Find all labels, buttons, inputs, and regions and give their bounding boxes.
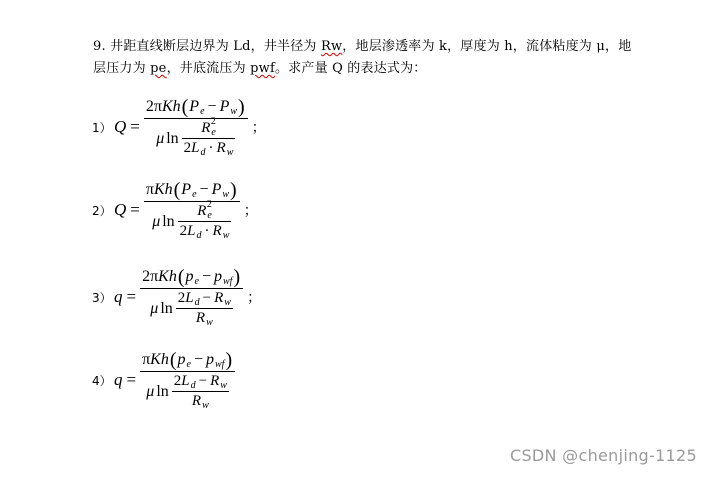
minus-sign: − xyxy=(193,351,203,368)
equals-sign: = xyxy=(126,370,137,389)
formula-lhs: q xyxy=(114,370,123,389)
coefficient: 2π xyxy=(145,98,162,115)
subscript: d xyxy=(190,380,196,391)
fraction-bar xyxy=(140,288,243,289)
subscript: e xyxy=(194,275,199,287)
option-2 xyxy=(92,175,258,245)
radius-symbol: R xyxy=(191,393,202,409)
coefficient: 2 xyxy=(177,290,186,306)
formula-numerator: π Kh ( p e − p wf ) xyxy=(142,349,233,371)
radius-symbol: R xyxy=(195,310,206,326)
superscript: 2 xyxy=(206,199,212,210)
inner-denominator xyxy=(190,393,211,410)
option-3 xyxy=(92,262,261,332)
kh-term: Kh xyxy=(150,351,169,368)
formula-fraction xyxy=(140,267,243,327)
coefficient: 2 xyxy=(183,140,192,156)
subscript: w xyxy=(224,297,231,308)
kh-term: Kh xyxy=(161,98,181,115)
radius-symbol: R xyxy=(214,290,224,306)
mu-symbol: μ xyxy=(156,129,165,147)
ln-symbol: ln xyxy=(162,212,175,230)
distance-symbol: L xyxy=(181,373,190,389)
mu-symbol: μ xyxy=(146,382,155,400)
question-text xyxy=(93,36,663,80)
subscript: d xyxy=(200,147,206,158)
minus-sign: − xyxy=(207,98,217,115)
pressure-symbol: P xyxy=(211,181,222,198)
mu-symbol: μ xyxy=(150,299,159,317)
fraction-bar xyxy=(144,118,248,119)
option-number: 4） xyxy=(92,373,112,388)
subscript: e xyxy=(207,210,212,221)
formula-fraction xyxy=(144,97,248,157)
inner-denominator xyxy=(194,310,215,327)
radius-symbol: R xyxy=(216,140,226,156)
minus-sign: − xyxy=(201,268,211,285)
watermark: CSDN @chenjing-1125 xyxy=(509,446,697,465)
spellcheck-word-pe: pe xyxy=(150,61,167,76)
separator: ； xyxy=(247,290,262,306)
formula-denominator xyxy=(148,290,235,327)
formula-fraction xyxy=(144,180,240,240)
operator: · xyxy=(208,140,214,156)
subscript: d xyxy=(196,230,202,241)
formula-fraction xyxy=(140,350,235,410)
inner-fraction xyxy=(172,373,229,410)
ln-symbol: ln xyxy=(156,382,169,400)
option-4 xyxy=(92,345,239,415)
radius-symbol: R xyxy=(197,203,207,219)
inner-fraction xyxy=(176,290,233,327)
question-line-1 xyxy=(93,36,663,58)
fraction-bar xyxy=(140,371,235,372)
option-number: 3） xyxy=(92,290,112,305)
pressure-symbol: P xyxy=(189,98,200,115)
fraction-bar xyxy=(182,138,236,139)
question-segment: 9. 井距直线断层边界为 Ld，井半径为 xyxy=(93,39,321,54)
formula-lhs: q xyxy=(114,287,123,306)
pressure-symbol: p xyxy=(214,268,222,285)
subscript: wf xyxy=(223,275,233,287)
question-segment: 。求产量 Q 的表达式为： xyxy=(274,61,427,76)
equals-sign: = xyxy=(130,200,140,219)
pressure-symbol: P xyxy=(181,181,192,198)
subscript: w xyxy=(202,400,209,411)
coefficient: π xyxy=(145,181,154,198)
subscript: e xyxy=(211,127,216,138)
subscript: d xyxy=(194,297,200,308)
subscript: w xyxy=(230,105,238,117)
equals-sign: = xyxy=(130,117,140,136)
inner-fraction xyxy=(182,116,236,158)
pressure-symbol: P xyxy=(219,98,230,115)
distance-symbol: L xyxy=(191,140,200,156)
subscript: e xyxy=(200,105,205,117)
option-1 xyxy=(92,92,266,162)
formula-lhs: Q xyxy=(114,200,127,219)
formula-lhs: Q xyxy=(114,117,127,136)
subscript: wf xyxy=(215,358,225,370)
fraction-bar xyxy=(144,201,240,202)
question-segment: ，井底流压为 xyxy=(166,61,251,76)
inner-numerator xyxy=(199,116,218,138)
pressure-symbol: p xyxy=(177,351,186,368)
question-segment: ，地层渗透率为 k，厚度为 h，流体粘度为 μ，地 xyxy=(342,39,632,54)
formula-numerator: 2π Kh ( p e − p wf ) xyxy=(142,266,241,288)
subscript: w xyxy=(222,188,230,200)
option-number: 1） xyxy=(92,120,112,135)
subscript: e xyxy=(192,188,197,200)
radius-symbol: R xyxy=(212,223,222,239)
inner-numerator xyxy=(172,373,229,390)
distance-symbol: L xyxy=(185,290,194,306)
subscript: e xyxy=(186,358,191,370)
coefficient: π xyxy=(142,351,151,368)
question-segment: 层压力为 xyxy=(93,61,151,76)
subscript: w xyxy=(220,380,227,391)
inner-denominator xyxy=(182,140,236,157)
formula-denominator xyxy=(150,199,233,241)
fraction-bar xyxy=(178,221,232,222)
question-line-2 xyxy=(93,58,663,80)
coefficient: 2 xyxy=(173,373,182,389)
inner-fraction xyxy=(178,199,232,241)
formula-denominator xyxy=(154,116,237,158)
formula-numerator: 2π Kh ( P e − P w ) xyxy=(145,96,245,118)
inner-numerator xyxy=(176,290,233,307)
kh-term: Kh xyxy=(158,268,177,285)
separator: ； xyxy=(251,120,266,136)
subscript: w xyxy=(206,317,213,328)
pressure-symbol: p xyxy=(206,351,214,368)
mu-symbol: μ xyxy=(152,212,161,230)
pressure-symbol: p xyxy=(185,268,194,285)
inner-numerator xyxy=(195,199,214,221)
operator: · xyxy=(204,223,210,239)
option-number: 2） xyxy=(92,203,112,218)
equals-sign: = xyxy=(126,287,137,306)
separator: ； xyxy=(243,203,258,219)
minus-sign: − xyxy=(199,181,209,198)
radius-symbol: R xyxy=(201,120,211,136)
inner-denominator xyxy=(178,223,232,240)
fraction-bar xyxy=(176,308,233,309)
coefficient: 2 xyxy=(179,223,188,239)
kh-term: Kh xyxy=(153,181,173,198)
superscript: 2 xyxy=(210,116,216,127)
radius-symbol: R xyxy=(210,373,220,389)
fraction-bar xyxy=(172,391,229,392)
ln-symbol: ln xyxy=(166,129,179,147)
operator: − xyxy=(198,373,208,389)
spellcheck-word-pwf: pwf xyxy=(250,61,275,76)
operator: − xyxy=(202,290,212,306)
formula-numerator: π Kh ( P e − P w ) xyxy=(145,179,237,201)
distance-symbol: L xyxy=(187,223,196,239)
coefficient: 2π xyxy=(142,268,159,285)
ln-symbol: ln xyxy=(160,299,173,317)
subscript: w xyxy=(226,147,234,158)
subscript: w xyxy=(222,230,230,241)
spellcheck-word-rw: Rw xyxy=(320,39,343,54)
formula-denominator xyxy=(144,373,231,410)
